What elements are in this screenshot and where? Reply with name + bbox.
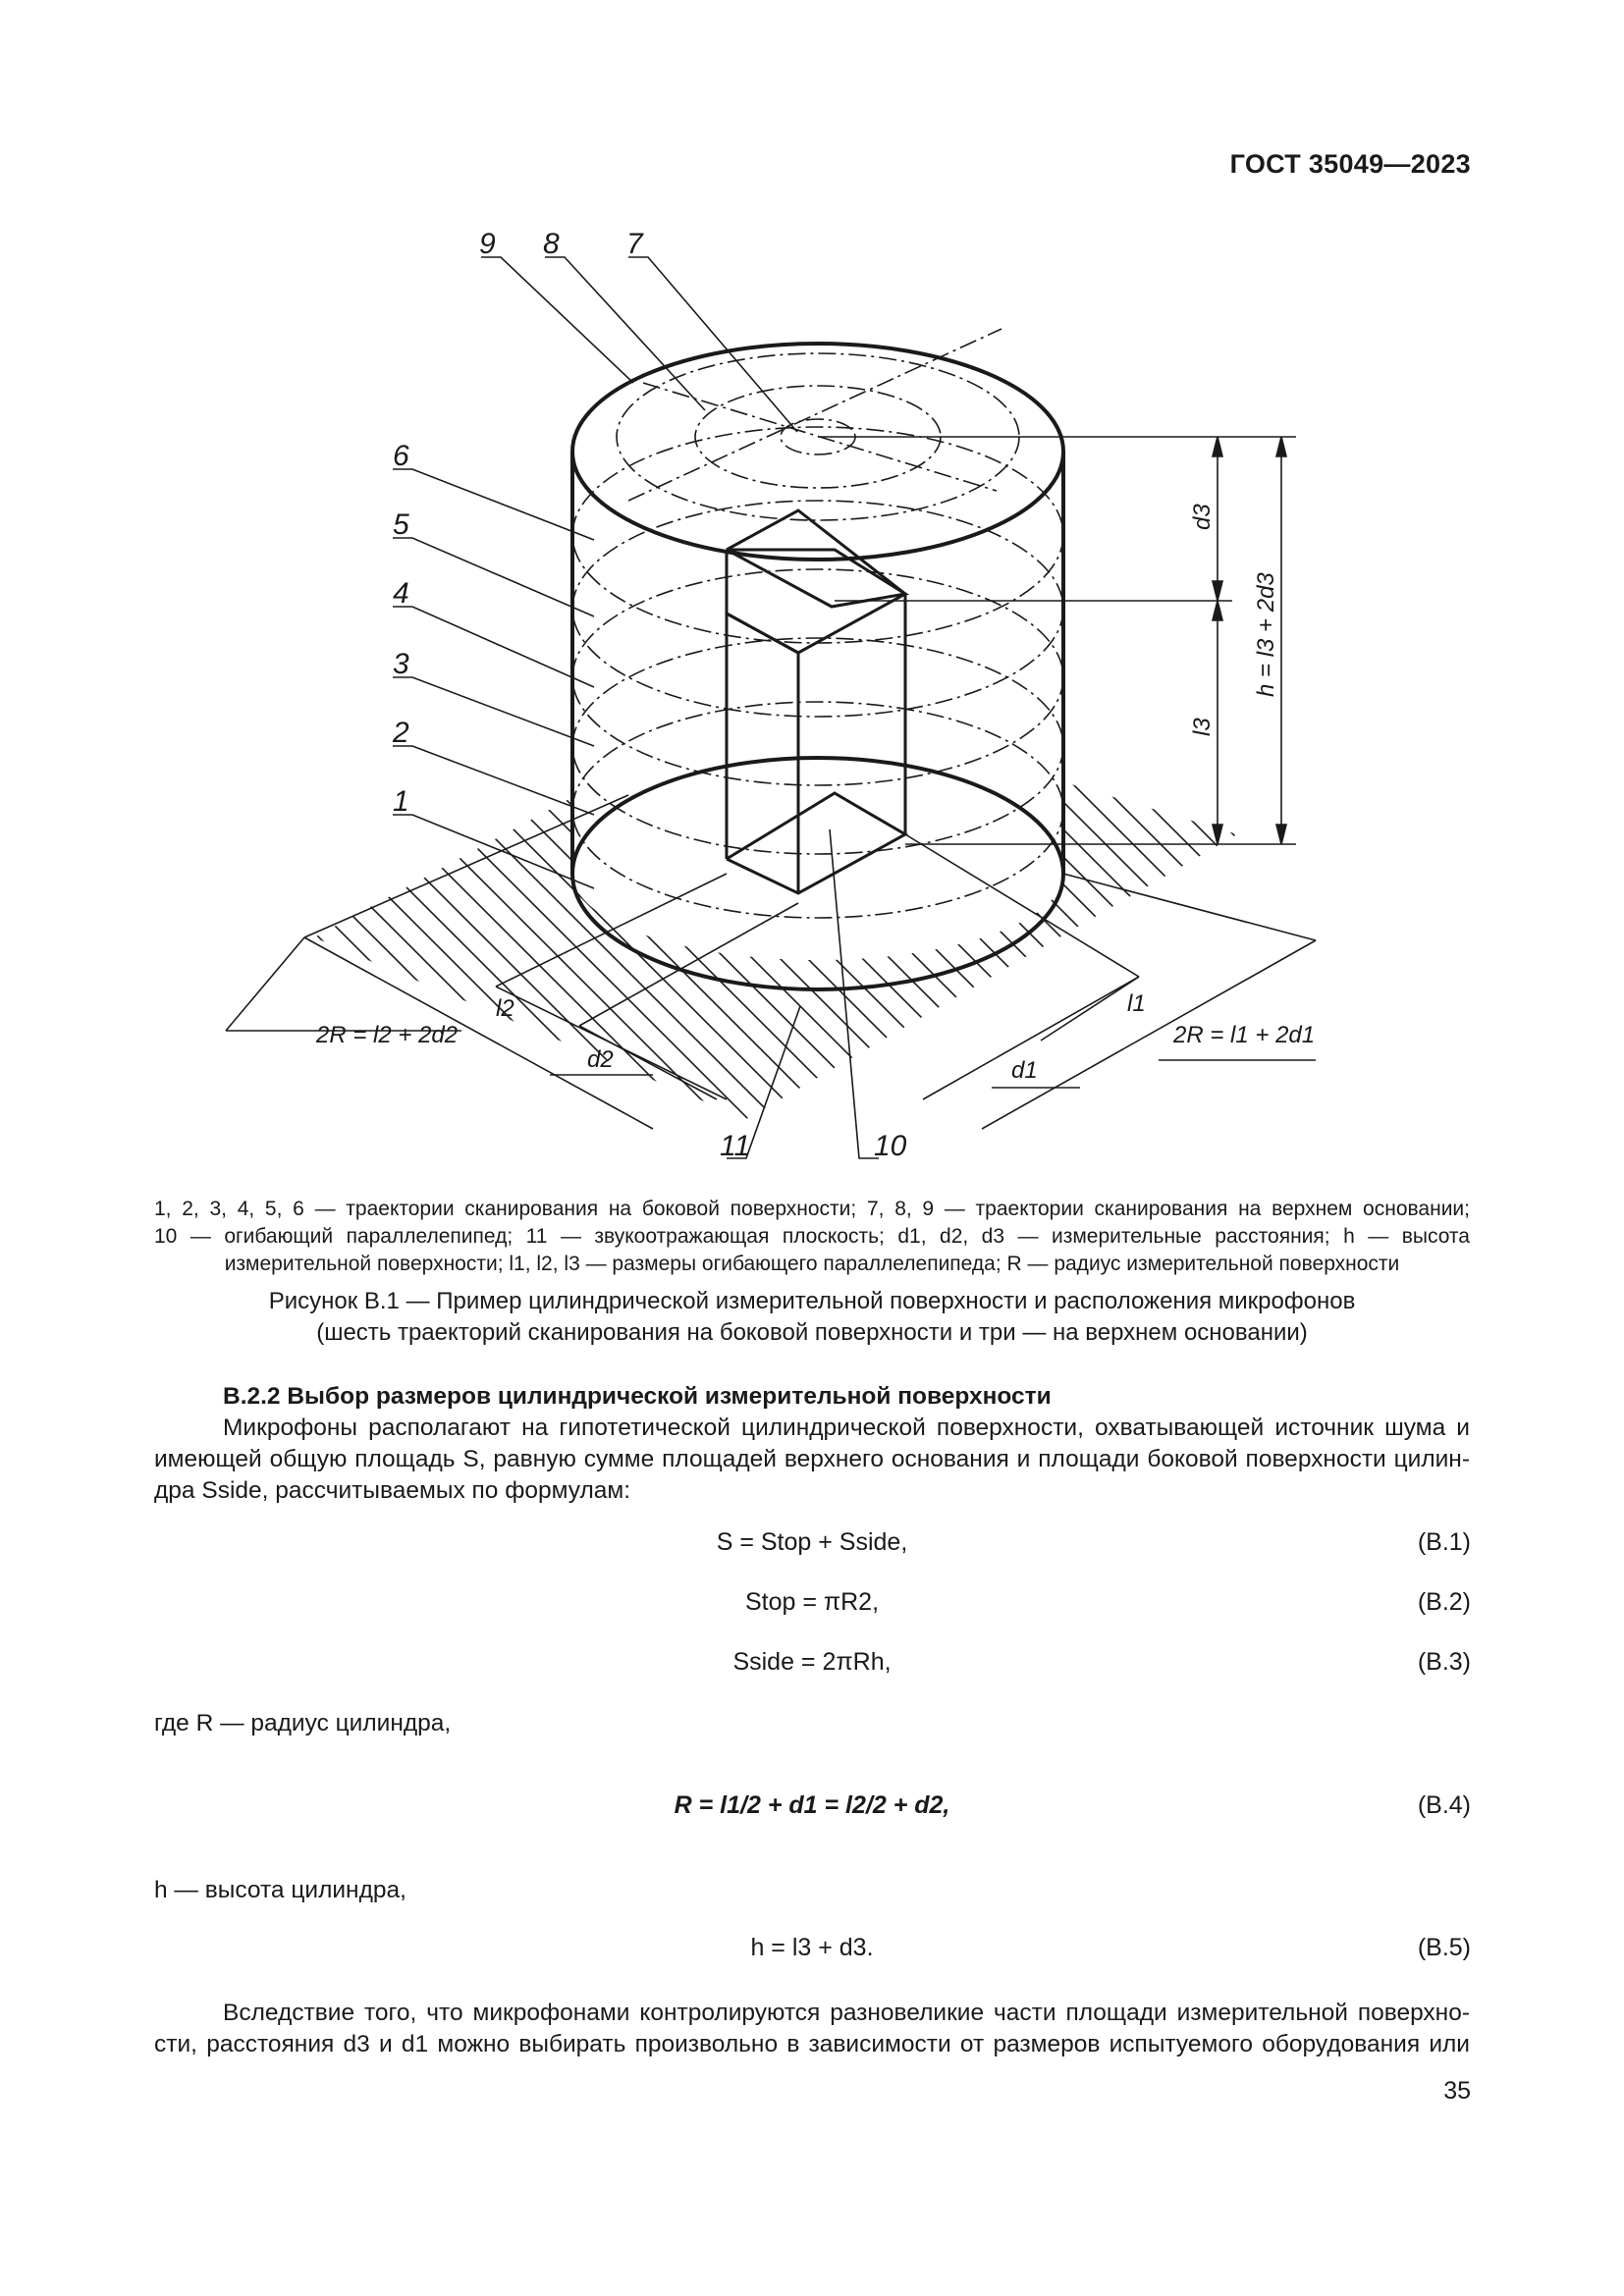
hatch-line	[1147, 638, 1624, 1178]
hatch-line	[1339, 638, 1624, 1178]
document-id-header: ГОСТ 35049—2023	[1229, 149, 1471, 179]
equation-formula: R = l1/2 + d1 = l2/2 + d2,	[674, 1791, 950, 1819]
hatch-line	[1312, 638, 1624, 1178]
dim-l3: l3	[1189, 718, 1216, 736]
hatch-line	[102, 638, 652, 1178]
label-10: 10	[874, 1130, 907, 1162]
paragraph-2	[154, 1998, 1470, 2060]
hatch-line	[0, 638, 350, 1178]
hatch-line	[212, 638, 762, 1178]
hatch-line	[1009, 638, 1559, 1178]
hatch-line	[1587, 638, 1624, 1178]
figure-legend	[154, 1196, 1470, 1278]
label-2: 2	[393, 717, 409, 749]
label-3: 3	[393, 648, 409, 680]
label-4: 4	[393, 577, 409, 610]
where-h: h — высота цилиндра,	[154, 1877, 406, 1903]
hatch-line	[1174, 638, 1624, 1178]
equation-formula: S = Stop + Sside,	[716, 1528, 908, 1556]
hatch-line	[185, 638, 734, 1178]
page-number: 35	[1443, 2077, 1471, 2105]
hatch-line	[0, 638, 240, 1178]
para2-line2: сти, расстояния d3 и d1 можно выбирать произвольно в зависимости от размеров испытуемого оборудования или	[154, 2031, 1470, 2057]
hatch-line	[0, 638, 20, 1178]
hatch-line	[1367, 638, 1624, 1178]
hatch-line	[240, 638, 789, 1178]
legend-line-3: измерительной поверхности; l1, l2, l3 — размеры огибающего параллелепипеда; R — радиус измерительной поверхности	[224, 1253, 1400, 1275]
caption-line-2: (шесть траекторий сканирования на боковой поверхности и три — на верхнем основании)	[316, 1319, 1308, 1346]
reflecting-plane-hatch	[0, 638, 1624, 1178]
label-6: 6	[393, 440, 409, 472]
hatch-line	[377, 638, 927, 1178]
label-1: 1	[393, 785, 409, 818]
label-7: 7	[626, 228, 643, 260]
equation-formula: Sside = 2πRh,	[732, 1648, 892, 1676]
legend-line-1: 1, 2, 3, 4, 5, 6 — траектории сканирования на боковой поверхности; 7, 8, 9 — траектории сканирования на верхнем основании;	[154, 1198, 1470, 1220]
hatch-line	[0, 638, 102, 1178]
cylinder-measurement-figure	[0, 196, 1624, 1178]
hatch-line	[679, 638, 1229, 1178]
hatch-line	[0, 638, 432, 1178]
label-5: 5	[393, 508, 409, 541]
equation-number: (В.5)	[1417, 1934, 1471, 1961]
hatch-line	[0, 638, 514, 1178]
hatch-line	[0, 638, 405, 1178]
hatch-line	[405, 638, 954, 1178]
dim-h: h = l3 + 2d3	[1253, 572, 1279, 697]
label-8: 8	[543, 228, 560, 260]
label-11: 11	[720, 1130, 751, 1162]
hatch-line	[432, 638, 982, 1178]
hatch-line	[0, 638, 267, 1178]
hatch-line	[295, 638, 844, 1178]
hatch-line	[1284, 638, 1624, 1178]
label-9: 9	[479, 228, 496, 260]
hatch-line	[157, 638, 707, 1178]
hatch-line	[817, 638, 1367, 1178]
svg-text:l2: l2	[496, 995, 514, 1022]
hatch-line	[1037, 638, 1587, 1178]
dim-d3: d3	[1189, 504, 1216, 530]
hatch-line	[0, 638, 460, 1178]
para1-line3: дра Sside, рассчитываемых по формулам:	[154, 1477, 631, 1504]
hatch-line	[0, 638, 542, 1178]
hatch-line	[487, 638, 1037, 1178]
hatch-line	[1504, 638, 1624, 1178]
hatch-line	[872, 638, 1422, 1178]
svg-text:2R = l1 + 2d1: 2R = l1 + 2d1	[1173, 1022, 1316, 1048]
hatch-line	[1422, 638, 1624, 1178]
hatch-line	[47, 638, 597, 1178]
hatch-line	[0, 638, 47, 1178]
para1-line1: Микрофоны располагают на гипотетической цилиндрической поверхности, охватывающей источник шума и	[223, 1415, 1470, 1441]
hatch-line	[1257, 638, 1624, 1178]
svg-text:d2: d2	[587, 1046, 614, 1073]
cylinder-bottom-back	[572, 758, 1063, 874]
hatch-line	[1202, 638, 1624, 1178]
hatch-line	[0, 638, 157, 1178]
hatch-line	[624, 638, 1174, 1178]
hatch-line	[542, 638, 1092, 1178]
hatch-line	[0, 638, 75, 1178]
svg-text:2R = l2 + 2d2: 2R = l2 + 2d2	[316, 1022, 459, 1048]
hatch-line	[1092, 638, 1624, 1178]
figure-caption	[154, 1286, 1470, 1349]
hatch-line	[75, 638, 624, 1178]
hatch-line	[1394, 638, 1624, 1178]
hatch-line	[267, 638, 817, 1178]
section-heading: В.2.2 Выбор размеров цилиндрической измерительной поверхности	[223, 1383, 1052, 1410]
hatch-line	[0, 638, 322, 1178]
hatch-line	[0, 638, 377, 1178]
hatch-line	[1614, 638, 1624, 1178]
equation-formula: h = l3 + d3.	[750, 1934, 874, 1961]
caption-line-1: Рисунок В.1 — Пример цилиндрической измерительной поверхности и расположения микрофонов	[268, 1288, 1356, 1314]
equation-number: (В.1)	[1417, 1528, 1471, 1556]
where-r: где R — радиус цилиндра,	[154, 1710, 452, 1736]
hatch-line	[350, 638, 899, 1178]
legend-line-2: 10 — огибающий параллелепипед; 11 — звукоотражающая плоскость; d1, d2, d3 — измерительные расстояния; h — высота	[154, 1225, 1470, 1248]
para1-line2: имеющей общую площадь S, равную сумме площадей верхнего основания и площади боковой поверхности цилин-	[154, 1446, 1470, 1472]
equation-number: (В.4)	[1417, 1791, 1471, 1819]
svg-text:l1: l1	[1127, 990, 1146, 1017]
hatch-line	[899, 638, 1449, 1178]
hatch-line	[0, 638, 487, 1178]
equation-number: (В.3)	[1417, 1648, 1471, 1676]
svg-text:d1: d1	[1011, 1057, 1038, 1084]
hatch-line	[1229, 638, 1624, 1178]
hatch-line	[1532, 638, 1624, 1178]
hatch-line	[1064, 638, 1614, 1178]
cylinder-bottom-front	[572, 874, 1063, 989]
section-intro	[154, 1381, 1470, 1507]
hatch-line	[0, 638, 295, 1178]
para2-line1: Вследствие того, что микрофонами контролируются разновеликие части площади измерительной поверхно-	[223, 2000, 1470, 2026]
equation-number: (В.2)	[1417, 1588, 1471, 1616]
hatch-line	[1477, 638, 1624, 1178]
equation-formula: Stop = πR2,	[744, 1588, 880, 1616]
hatch-line	[20, 638, 569, 1178]
hatch-line	[0, 638, 185, 1178]
hatch-line	[1559, 638, 1624, 1178]
hatch-line	[0, 638, 212, 1178]
hatch-line	[0, 638, 130, 1178]
hatch-line	[1449, 638, 1624, 1178]
